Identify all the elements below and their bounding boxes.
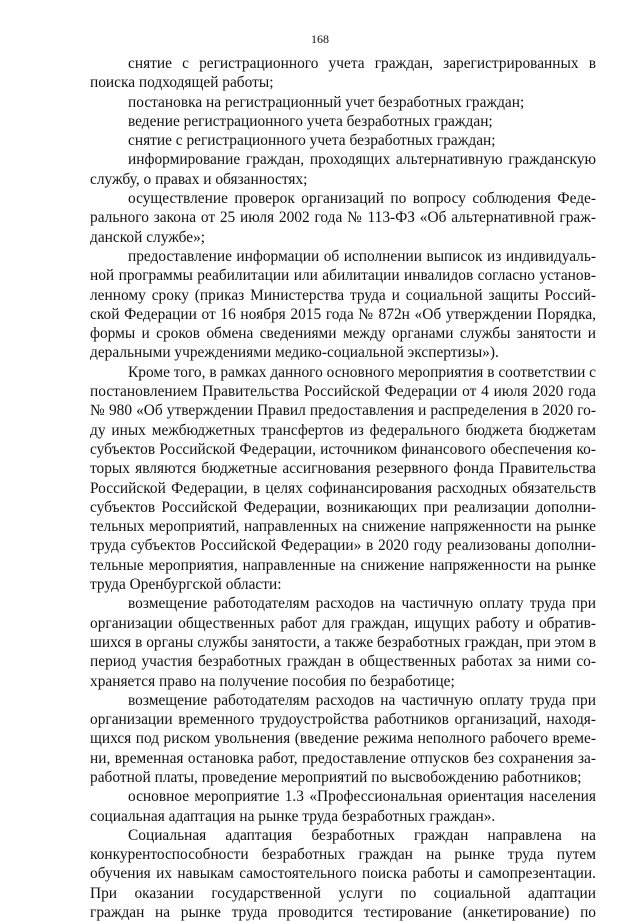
text-line: ской Федерации от 16 ноября 2015 года № 872н «Об утверждении Порядка, <box>90 305 596 323</box>
text-line: поиска подходящей работы; <box>90 74 274 92</box>
text-line: рального закона от 25 июля 2002 года № 113-ФЗ «Об альтернативной граж- <box>90 209 596 227</box>
text-line: Кроме того, в рамках данного основного мероприятия в соответствии с <box>128 363 596 381</box>
text-line: организации временного трудоустройства работников организаций, находя- <box>90 711 596 729</box>
text-line: ду иных межбюджетных трансфертов из федерального бюджета бюджетам <box>90 421 596 439</box>
text-line: обучения их навыкам самостоятельного поиска работы и самопрезентации. <box>90 865 596 883</box>
text-line: субъектов Российской Федерации, возникающих при реализации дополни- <box>90 498 596 516</box>
text-line: Российской Федерации, в целях софинансирования расходных обязательств <box>90 479 596 497</box>
text-line: организации общественных работ для граждан, ищущих работу и обратив- <box>90 614 596 632</box>
text-line: тельные мероприятия, направленные на снижение напряженности на рынке <box>90 556 596 574</box>
text-line: Социальная адаптация безработных граждан направлена на <box>128 826 596 844</box>
text-line: постановлением Правительства Российской Федерации от 4 июля 2020 года <box>90 383 596 401</box>
text-line: ни, временная остановка работ, предоставление отпусков без сохранения за- <box>90 749 596 767</box>
text-line: щихся под риском увольнения (введение режима неполного рабочего време- <box>90 730 596 748</box>
text-line: возмещение работодателям расходов на частичную оплату труда при <box>128 691 596 709</box>
text-line: ведение регистрационного учета безработных граждан; <box>128 112 493 130</box>
text-line: возмещение работодателям расходов на частичную оплату труда при <box>128 595 596 613</box>
page-number: 168 <box>311 32 329 46</box>
text-line: торых являются бюджетные ассигнования резервного фонда Правительства <box>90 460 596 478</box>
text-line: храняется право на получение пособия по безработице; <box>90 672 455 690</box>
text-line: ленному сроку (приказ Министерства труда и социальной защиты Россий- <box>90 286 596 304</box>
text-line: данской службе»; <box>90 228 206 246</box>
text-line: период участия безработных граждан в общественных работах за ними со- <box>90 653 596 671</box>
text-line: № 980 «Об утверждении Правил предоставления и распределения в 2020 го- <box>90 402 596 420</box>
text-line: снятие с регистрационного учета граждан, зарегистрированных в <box>128 55 596 72</box>
document-body <box>90 54 596 922</box>
text-line: предоставление информации об исполнении выписок из индивидуаль- <box>128 247 596 265</box>
text-line: работной платы, проведение мероприятий по высвобождению работников; <box>90 768 582 786</box>
text-line: субъектов Российской Федерации, источником финансового обеспечения ко- <box>90 440 596 458</box>
text-line: формы и сроков обмена сведениями между органами службы занятости и <box>90 325 596 343</box>
text-line: тельных мероприятий, направленных на снижение напряженности на рынке <box>90 518 596 536</box>
text-line: осуществление проверок организаций по вопросу соблюдения Феде- <box>128 190 596 208</box>
text-line: шихся в органы службы занятости, а также безработных граждан, при этом в <box>90 633 596 651</box>
text-line: труда Оренбургской области: <box>90 576 282 594</box>
text-line: постановка на регистрационный учет безработных граждан; <box>128 93 525 111</box>
text-line: граждан на рынке труда проводится тестирование (анкетирование) по <box>90 904 596 922</box>
text-line: социальная адаптация на рынке труда безработных граждан». <box>90 807 496 825</box>
text-line: деральными учреждениями медико-социальной экспертизы»). <box>90 344 499 362</box>
text-line: информирование граждан, проходящих альтернативную гражданскую <box>128 151 596 169</box>
text-line: службу, о правах и обязанностях; <box>90 170 308 188</box>
text-line: труда субъектов Российской Федерации» в 2020 году реализованы дополни- <box>90 537 596 555</box>
text-line: основное мероприятие 1.3 «Профессиональная ориентация населения <box>128 788 596 806</box>
text-line: При оказании государственной услуги по социальной адаптации <box>90 884 596 902</box>
text-line: ной программы реабилитации или абилитации инвалидов согласно установ- <box>90 267 596 285</box>
text-line: конкурентоспособности безработных граждан на рынке труда путем <box>90 846 596 864</box>
text-line: снятие с регистрационного учета безработных граждан; <box>128 132 496 150</box>
